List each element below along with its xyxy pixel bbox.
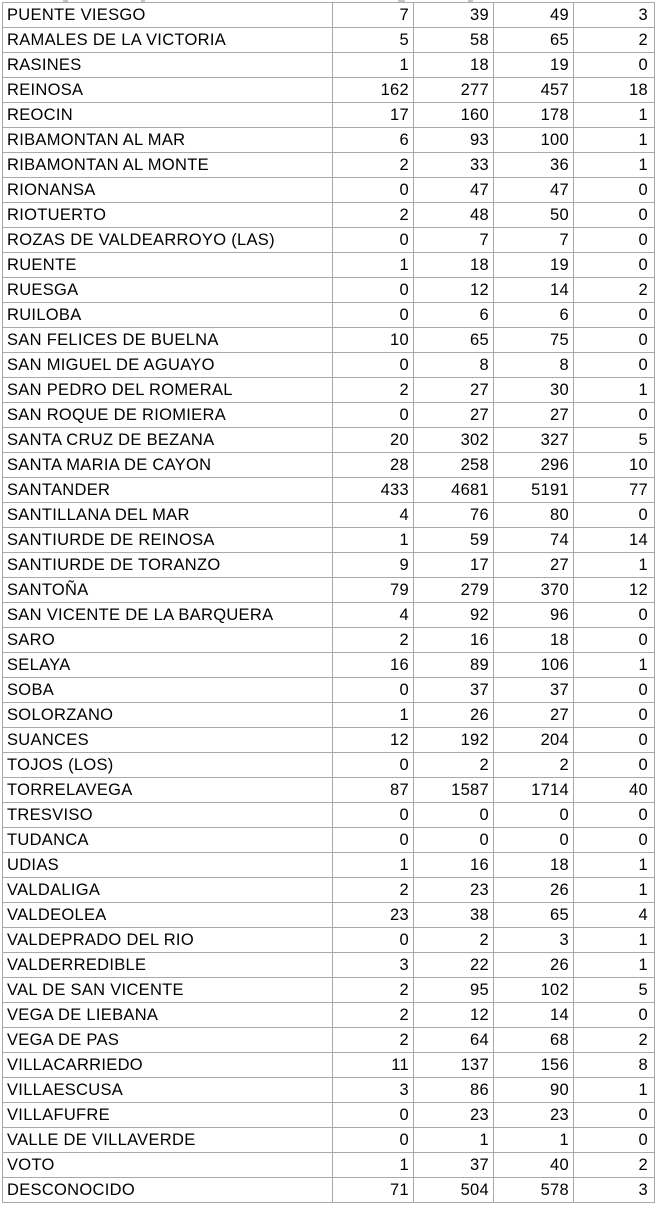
value-cell-4: 0	[574, 178, 655, 203]
value-cell-1: 17	[333, 103, 414, 128]
value-cell-4: 0	[574, 228, 655, 253]
value-cell-2: 86	[414, 1078, 494, 1103]
value-cell-3: 6	[494, 303, 574, 328]
municipality-name-cell: SAN VICENTE DE LA BARQUERA	[3, 603, 333, 628]
municipality-name-cell: SOBA	[3, 678, 333, 703]
municipality-name-cell: VILLAESCUSA	[3, 1078, 333, 1103]
table-row	[3, 478, 655, 503]
value-cell-3: 18	[494, 853, 574, 878]
table-row	[3, 828, 655, 853]
value-cell-4: 14	[574, 528, 655, 553]
value-cell-4: 2	[574, 278, 655, 303]
municipality-name-cell: RUILOBA	[3, 303, 333, 328]
value-cell-2: 95	[414, 978, 494, 1003]
table-row	[3, 853, 655, 878]
value-cell-4: 40	[574, 778, 655, 803]
value-cell-2: 2	[414, 928, 494, 953]
table-row	[3, 403, 655, 428]
municipality-name-cell: SANTOÑA	[3, 578, 333, 603]
value-cell-3: 1	[494, 1128, 574, 1153]
municipality-name-cell: REINOSA	[3, 78, 333, 103]
value-cell-2: 277	[414, 78, 494, 103]
value-cell-1: 2	[333, 1028, 414, 1053]
value-cell-1: 3	[333, 953, 414, 978]
value-cell-2: 2	[414, 753, 494, 778]
value-cell-1: 2	[333, 378, 414, 403]
value-cell-2: 23	[414, 878, 494, 903]
value-cell-3: 457	[494, 78, 574, 103]
value-cell-2: 65	[414, 328, 494, 353]
municipality-name-cell: SOLORZANO	[3, 703, 333, 728]
value-cell-1: 0	[333, 678, 414, 703]
value-cell-1: 1	[333, 1153, 414, 1178]
table-row	[3, 353, 655, 378]
table-row	[3, 503, 655, 528]
municipality-name-cell: SANTIURDE DE REINOSA	[3, 528, 333, 553]
value-cell-1: 0	[333, 1103, 414, 1128]
table-row	[3, 128, 655, 153]
value-cell-2: 37	[414, 1153, 494, 1178]
value-cell-2: 0	[414, 828, 494, 853]
value-cell-4: 0	[574, 828, 655, 853]
value-cell-3: 5191	[494, 478, 574, 503]
value-cell-3: 80	[494, 503, 574, 528]
municipality-name-cell: RAMALES DE LA VICTORIA	[3, 28, 333, 53]
value-cell-3: 178	[494, 103, 574, 128]
table-row	[3, 803, 655, 828]
value-cell-2: 16	[414, 628, 494, 653]
value-cell-1: 1	[333, 53, 414, 78]
municipality-name-cell: TOJOS (LOS)	[3, 753, 333, 778]
municipality-name-cell: SANTANDER	[3, 478, 333, 503]
value-cell-1: 0	[333, 303, 414, 328]
value-cell-3: 19	[494, 253, 574, 278]
value-cell-4: 12	[574, 578, 655, 603]
municipality-name-cell: RIOTUERTO	[3, 203, 333, 228]
municipality-name-cell: VALDEPRADO DEL RIO	[3, 928, 333, 953]
table-row	[3, 553, 655, 578]
table-row	[3, 153, 655, 178]
value-cell-2: 64	[414, 1028, 494, 1053]
value-cell-1: 71	[333, 1178, 414, 1203]
value-cell-1: 1	[333, 703, 414, 728]
municipality-name-cell: SELAYA	[3, 653, 333, 678]
value-cell-4: 1	[574, 553, 655, 578]
municipality-name-cell: REOCIN	[3, 103, 333, 128]
value-cell-4: 3	[574, 1178, 655, 1203]
value-cell-4: 18	[574, 78, 655, 103]
value-cell-2: 16	[414, 853, 494, 878]
value-cell-3: 65	[494, 903, 574, 928]
table-row	[3, 603, 655, 628]
value-cell-2: 58	[414, 28, 494, 53]
value-cell-3: 156	[494, 1053, 574, 1078]
value-cell-1: 9	[333, 553, 414, 578]
municipality-name-cell: SANTA CRUZ DE BEZANA	[3, 428, 333, 453]
value-cell-2: 89	[414, 653, 494, 678]
value-cell-1: 0	[333, 178, 414, 203]
value-cell-2: 0	[414, 803, 494, 828]
value-cell-3: 37	[494, 678, 574, 703]
value-cell-3: 65	[494, 28, 574, 53]
value-cell-4: 77	[574, 478, 655, 503]
value-cell-2: 12	[414, 278, 494, 303]
value-cell-2: 38	[414, 903, 494, 928]
value-cell-1: 11	[333, 1053, 414, 1078]
municipality-name-cell: SANTIURDE DE TORANZO	[3, 553, 333, 578]
value-cell-4: 0	[574, 353, 655, 378]
table-row	[3, 428, 655, 453]
municipality-name-cell: SANTILLANA DEL MAR	[3, 503, 333, 528]
value-cell-3: 2	[494, 753, 574, 778]
value-cell-2: 17	[414, 553, 494, 578]
value-cell-2: 27	[414, 378, 494, 403]
value-cell-3: 204	[494, 728, 574, 753]
value-cell-1: 7	[333, 3, 414, 28]
value-cell-2: 279	[414, 578, 494, 603]
table-row	[3, 178, 655, 203]
value-cell-3: 75	[494, 328, 574, 353]
value-cell-4: 1	[574, 103, 655, 128]
value-cell-3: 68	[494, 1028, 574, 1053]
value-cell-3: 7	[494, 228, 574, 253]
table-grid	[2, 2, 655, 1203]
value-cell-4: 0	[574, 503, 655, 528]
clipped-row-remnant	[63, 0, 68, 2]
value-cell-2: 93	[414, 128, 494, 153]
value-cell-3: 30	[494, 378, 574, 403]
value-cell-4: 1	[574, 653, 655, 678]
table-row	[3, 303, 655, 328]
value-cell-2: 18	[414, 253, 494, 278]
value-cell-3: 0	[494, 803, 574, 828]
value-cell-1: 3	[333, 1078, 414, 1103]
clipped-row-remnant	[141, 0, 145, 2]
value-cell-4: 1	[574, 878, 655, 903]
value-cell-4: 2	[574, 1153, 655, 1178]
value-cell-2: 4681	[414, 478, 494, 503]
municipality-name-cell: SAN MIGUEL DE AGUAYO	[3, 353, 333, 378]
municipality-name-cell: RASINES	[3, 53, 333, 78]
municipality-name-cell: VEGA DE PAS	[3, 1028, 333, 1053]
value-cell-4: 0	[574, 203, 655, 228]
value-cell-2: 18	[414, 53, 494, 78]
clipped-row-remnant	[398, 0, 405, 2]
municipality-name-cell: RIBAMONTAN AL MONTE	[3, 153, 333, 178]
value-cell-4: 0	[574, 628, 655, 653]
table-row	[3, 728, 655, 753]
value-cell-3: 18	[494, 628, 574, 653]
value-cell-4: 1	[574, 153, 655, 178]
municipality-name-cell: TUDANCA	[3, 828, 333, 853]
table-row	[3, 1103, 655, 1128]
value-cell-4: 0	[574, 728, 655, 753]
value-cell-4: 0	[574, 603, 655, 628]
value-cell-1: 10	[333, 328, 414, 353]
value-cell-4: 0	[574, 303, 655, 328]
value-cell-2: 1587	[414, 778, 494, 803]
value-cell-1: 433	[333, 478, 414, 503]
value-cell-2: 92	[414, 603, 494, 628]
municipality-name-cell: VOTO	[3, 1153, 333, 1178]
value-cell-4: 0	[574, 1003, 655, 1028]
value-cell-3: 14	[494, 278, 574, 303]
value-cell-3: 0	[494, 828, 574, 853]
municipality-name-cell: VILLAFUFRE	[3, 1103, 333, 1128]
value-cell-3: 74	[494, 528, 574, 553]
value-cell-4: 0	[574, 328, 655, 353]
value-cell-3: 96	[494, 603, 574, 628]
table-row	[3, 753, 655, 778]
value-cell-1: 28	[333, 453, 414, 478]
value-cell-4: 1	[574, 928, 655, 953]
value-cell-2: 1	[414, 1128, 494, 1153]
value-cell-1: 0	[333, 403, 414, 428]
value-cell-3: 327	[494, 428, 574, 453]
municipality-name-cell: RIBAMONTAN AL MAR	[3, 128, 333, 153]
value-cell-2: 76	[414, 503, 494, 528]
value-cell-2: 12	[414, 1003, 494, 1028]
value-cell-2: 22	[414, 953, 494, 978]
value-cell-3: 296	[494, 453, 574, 478]
municipality-name-cell: VALDALIGA	[3, 878, 333, 903]
value-cell-2: 33	[414, 153, 494, 178]
value-cell-2: 504	[414, 1178, 494, 1203]
value-cell-3: 100	[494, 128, 574, 153]
value-cell-4: 1	[574, 1078, 655, 1103]
value-cell-2: 48	[414, 203, 494, 228]
value-cell-1: 0	[333, 928, 414, 953]
value-cell-3: 49	[494, 3, 574, 28]
value-cell-4: 0	[574, 53, 655, 78]
table-row	[3, 678, 655, 703]
table-row	[3, 103, 655, 128]
value-cell-2: 37	[414, 678, 494, 703]
value-cell-3: 106	[494, 653, 574, 678]
municipality-name-cell: TRESVISO	[3, 803, 333, 828]
value-cell-2: 8	[414, 353, 494, 378]
municipality-name-cell: SANTA MARIA DE CAYON	[3, 453, 333, 478]
value-cell-2: 27	[414, 403, 494, 428]
value-cell-4: 10	[574, 453, 655, 478]
value-cell-2: 39	[414, 3, 494, 28]
value-cell-2: 160	[414, 103, 494, 128]
municipality-name-cell: RUENTE	[3, 253, 333, 278]
value-cell-2: 6	[414, 303, 494, 328]
table-row	[3, 903, 655, 928]
value-cell-1: 1	[333, 528, 414, 553]
value-cell-3: 90	[494, 1078, 574, 1103]
table-row	[3, 653, 655, 678]
value-cell-4: 3	[574, 3, 655, 28]
table-row	[3, 253, 655, 278]
value-cell-4: 4	[574, 903, 655, 928]
value-cell-3: 8	[494, 353, 574, 378]
value-cell-4: 5	[574, 428, 655, 453]
value-cell-2: 23	[414, 1103, 494, 1128]
table-row	[3, 1053, 655, 1078]
value-cell-4: 0	[574, 1103, 655, 1128]
table-row	[3, 878, 655, 903]
clipped-row-remnant	[468, 0, 473, 2]
value-cell-2: 192	[414, 728, 494, 753]
value-cell-1: 0	[333, 828, 414, 853]
municipality-name-cell: SAN PEDRO DEL ROMERAL	[3, 378, 333, 403]
table-row	[3, 778, 655, 803]
table-row	[3, 578, 655, 603]
municipality-name-cell: VALLE DE VILLAVERDE	[3, 1128, 333, 1153]
municipality-name-cell: UDIAS	[3, 853, 333, 878]
table-row	[3, 1028, 655, 1053]
value-cell-1: 0	[333, 353, 414, 378]
municipality-name-cell: SAN ROQUE DE RIOMIERA	[3, 403, 333, 428]
municipality-name-cell: VILLACARRIEDO	[3, 1053, 333, 1078]
municipality-name-cell: VEGA DE LIEBANA	[3, 1003, 333, 1028]
municipality-name-cell: SAN FELICES DE BUELNA	[3, 328, 333, 353]
value-cell-3: 47	[494, 178, 574, 203]
value-cell-2: 26	[414, 703, 494, 728]
value-cell-2: 137	[414, 1053, 494, 1078]
table-row	[3, 453, 655, 478]
value-cell-1: 20	[333, 428, 414, 453]
value-cell-3: 27	[494, 403, 574, 428]
value-cell-1: 12	[333, 728, 414, 753]
value-cell-1: 2	[333, 628, 414, 653]
table-row	[3, 78, 655, 103]
table-row	[3, 628, 655, 653]
municipality-name-cell: SUANCES	[3, 728, 333, 753]
value-cell-4: 5	[574, 978, 655, 1003]
table-row	[3, 978, 655, 1003]
value-cell-3: 1714	[494, 778, 574, 803]
value-cell-1: 1	[333, 253, 414, 278]
value-cell-1: 16	[333, 653, 414, 678]
value-cell-2: 258	[414, 453, 494, 478]
table-row	[3, 203, 655, 228]
value-cell-4: 0	[574, 253, 655, 278]
value-cell-2: 47	[414, 178, 494, 203]
value-cell-1: 0	[333, 753, 414, 778]
table-row	[3, 228, 655, 253]
value-cell-3: 14	[494, 1003, 574, 1028]
value-cell-3: 40	[494, 1153, 574, 1178]
value-cell-3: 50	[494, 203, 574, 228]
value-cell-3: 26	[494, 953, 574, 978]
value-cell-1: 2	[333, 153, 414, 178]
value-cell-1: 2	[333, 1003, 414, 1028]
value-cell-1: 1	[333, 853, 414, 878]
table-row	[3, 928, 655, 953]
value-cell-4: 8	[574, 1053, 655, 1078]
value-cell-1: 4	[333, 603, 414, 628]
value-cell-3: 3	[494, 928, 574, 953]
value-cell-1: 87	[333, 778, 414, 803]
municipality-name-cell: VALDEOLEA	[3, 903, 333, 928]
value-cell-4: 0	[574, 803, 655, 828]
value-cell-4: 1	[574, 853, 655, 878]
table-row	[3, 53, 655, 78]
municipality-name-cell: PUENTE VIESGO	[3, 3, 333, 28]
value-cell-4: 0	[574, 403, 655, 428]
table-row	[3, 328, 655, 353]
table-row	[3, 278, 655, 303]
table-row	[3, 1178, 655, 1203]
value-cell-1: 5	[333, 28, 414, 53]
value-cell-2: 7	[414, 228, 494, 253]
municipality-name-cell: RIONANSA	[3, 178, 333, 203]
municipality-name-cell: RUESGA	[3, 278, 333, 303]
value-cell-4: 0	[574, 678, 655, 703]
municipality-name-cell: SARO	[3, 628, 333, 653]
value-cell-3: 27	[494, 553, 574, 578]
value-cell-3: 578	[494, 1178, 574, 1203]
municipality-name-cell: VAL DE SAN VICENTE	[3, 978, 333, 1003]
value-cell-4: 2	[574, 28, 655, 53]
value-cell-1: 2	[333, 203, 414, 228]
table-row	[3, 703, 655, 728]
value-cell-4: 1	[574, 128, 655, 153]
value-cell-4: 1	[574, 953, 655, 978]
value-cell-1: 162	[333, 78, 414, 103]
table-row	[3, 1128, 655, 1153]
value-cell-1: 6	[333, 128, 414, 153]
value-cell-3: 27	[494, 703, 574, 728]
value-cell-1: 0	[333, 803, 414, 828]
municipality-name-cell: TORRELAVEGA	[3, 778, 333, 803]
value-cell-4: 1	[574, 378, 655, 403]
value-cell-4: 0	[574, 1128, 655, 1153]
value-cell-3: 36	[494, 153, 574, 178]
table-row	[3, 1153, 655, 1178]
table-row	[3, 3, 655, 28]
value-cell-2: 302	[414, 428, 494, 453]
value-cell-3: 102	[494, 978, 574, 1003]
value-cell-3: 23	[494, 1103, 574, 1128]
value-cell-1: 0	[333, 278, 414, 303]
table-row	[3, 378, 655, 403]
value-cell-1: 2	[333, 978, 414, 1003]
value-cell-3: 19	[494, 53, 574, 78]
table-row	[3, 953, 655, 978]
value-cell-1: 79	[333, 578, 414, 603]
value-cell-4: 2	[574, 1028, 655, 1053]
municipality-name-cell: VALDERREDIBLE	[3, 953, 333, 978]
value-cell-4: 0	[574, 703, 655, 728]
value-cell-1: 4	[333, 503, 414, 528]
value-cell-1: 2	[333, 878, 414, 903]
value-cell-3: 370	[494, 578, 574, 603]
municipality-name-cell: DESCONOCIDO	[3, 1178, 333, 1203]
value-cell-1: 0	[333, 1128, 414, 1153]
municipality-name-cell: ROZAS DE VALDEARROYO (LAS)	[3, 228, 333, 253]
value-cell-3: 26	[494, 878, 574, 903]
table-row	[3, 528, 655, 553]
table-row	[3, 28, 655, 53]
value-cell-4: 0	[574, 753, 655, 778]
table-row	[3, 1078, 655, 1103]
value-cell-2: 59	[414, 528, 494, 553]
value-cell-1: 23	[333, 903, 414, 928]
value-cell-1: 0	[333, 228, 414, 253]
table-row	[3, 1003, 655, 1028]
